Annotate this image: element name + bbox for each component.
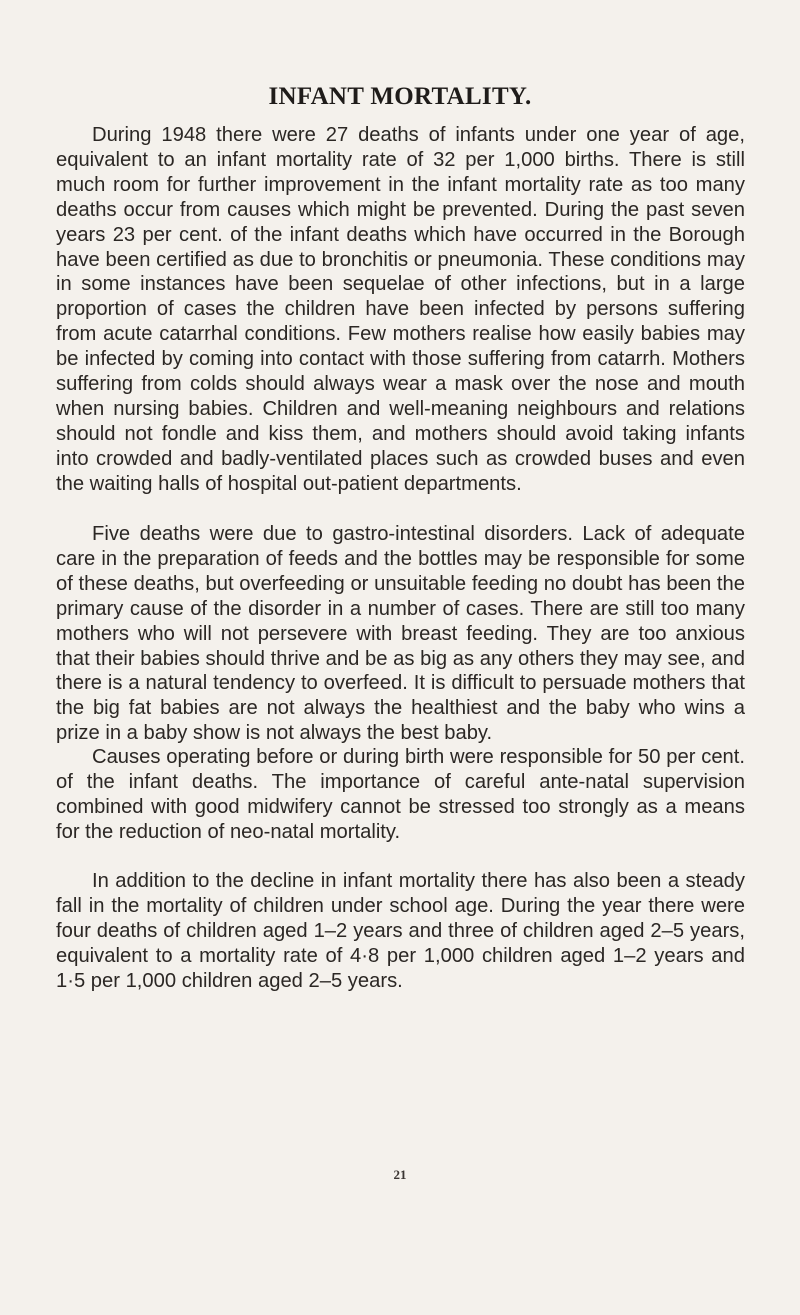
paragraph-respiratory-causes: During 1948 there were 27 deaths of infants under one year of age, equivalent to an infant mortality rate of 32 per 1,000 births. There is still much room for further improvement in the infant mortality rate as too many deaths occur from causes which might be prevented. During the past seven years 23 per cent. of the infant deaths which have occurred in the Borough have been certified as due to bronchitis or pneumonia. These conditions may in some instances have been sequelae of other infections, but in a large proportion of cases the children have been infected by persons suffering from acute catarrhal conditions. Few mothers realise how easily babies may be infected by coming into contact with those suffering from catarrh. Mothers suffering from colds should always wear a mask over the nose and mouth when nursing babies. Children and well-meaning neighbours and relations should not fondle and kiss them, and mothers should avoid taking infants into crowded and badly-ventilated places such as crowded buses and even the waiting halls of hospital out-patient departments.	[56, 124, 745, 495]
page-number: 21	[393, 1167, 407, 1182]
paragraph-gastro-intestinal: Five deaths were due to gastro-intestinal disorders. Lack of adequate care in the preparation of feeds and the bottles may be responsible for some of these deaths, but overfeeding or unsuitable feeding no doubt has been the primary cause of the disorder in a number of cases. There are still too many mothers who will not persevere with breast feeding. They are too anxious that their babies should thrive and be as big as any others they may see, and there is a natural tendency to overfeed. It is difficult to persuade mothers that the big fat babies are not always the healthiest and the baby who wins a prize in a baby show is not always the best baby.	[56, 523, 745, 745]
paragraph-birth-causes: Causes operating before or during birth were responsible for 50 per cent. of the infant deaths. The importance of careful ante-natal supervision combined with good midwifery cannot be stressed too strongly as a means for the reduction of neo-natal mortality.	[56, 746, 745, 843]
page-title: INFANT MORTALITY.	[268, 83, 532, 110]
paragraph-child-mortality: In addition to the decline in infant mortality there has also been a steady fall in the mortality of children under school age. During the year there were four deaths of children aged 1–2 years and three of children aged 2–5 years, equivalent to a mortality rate of 4·8 per 1,000 children aged 1–2 years and 1·5 per 1,000 children aged 2–5 years.	[56, 870, 745, 992]
